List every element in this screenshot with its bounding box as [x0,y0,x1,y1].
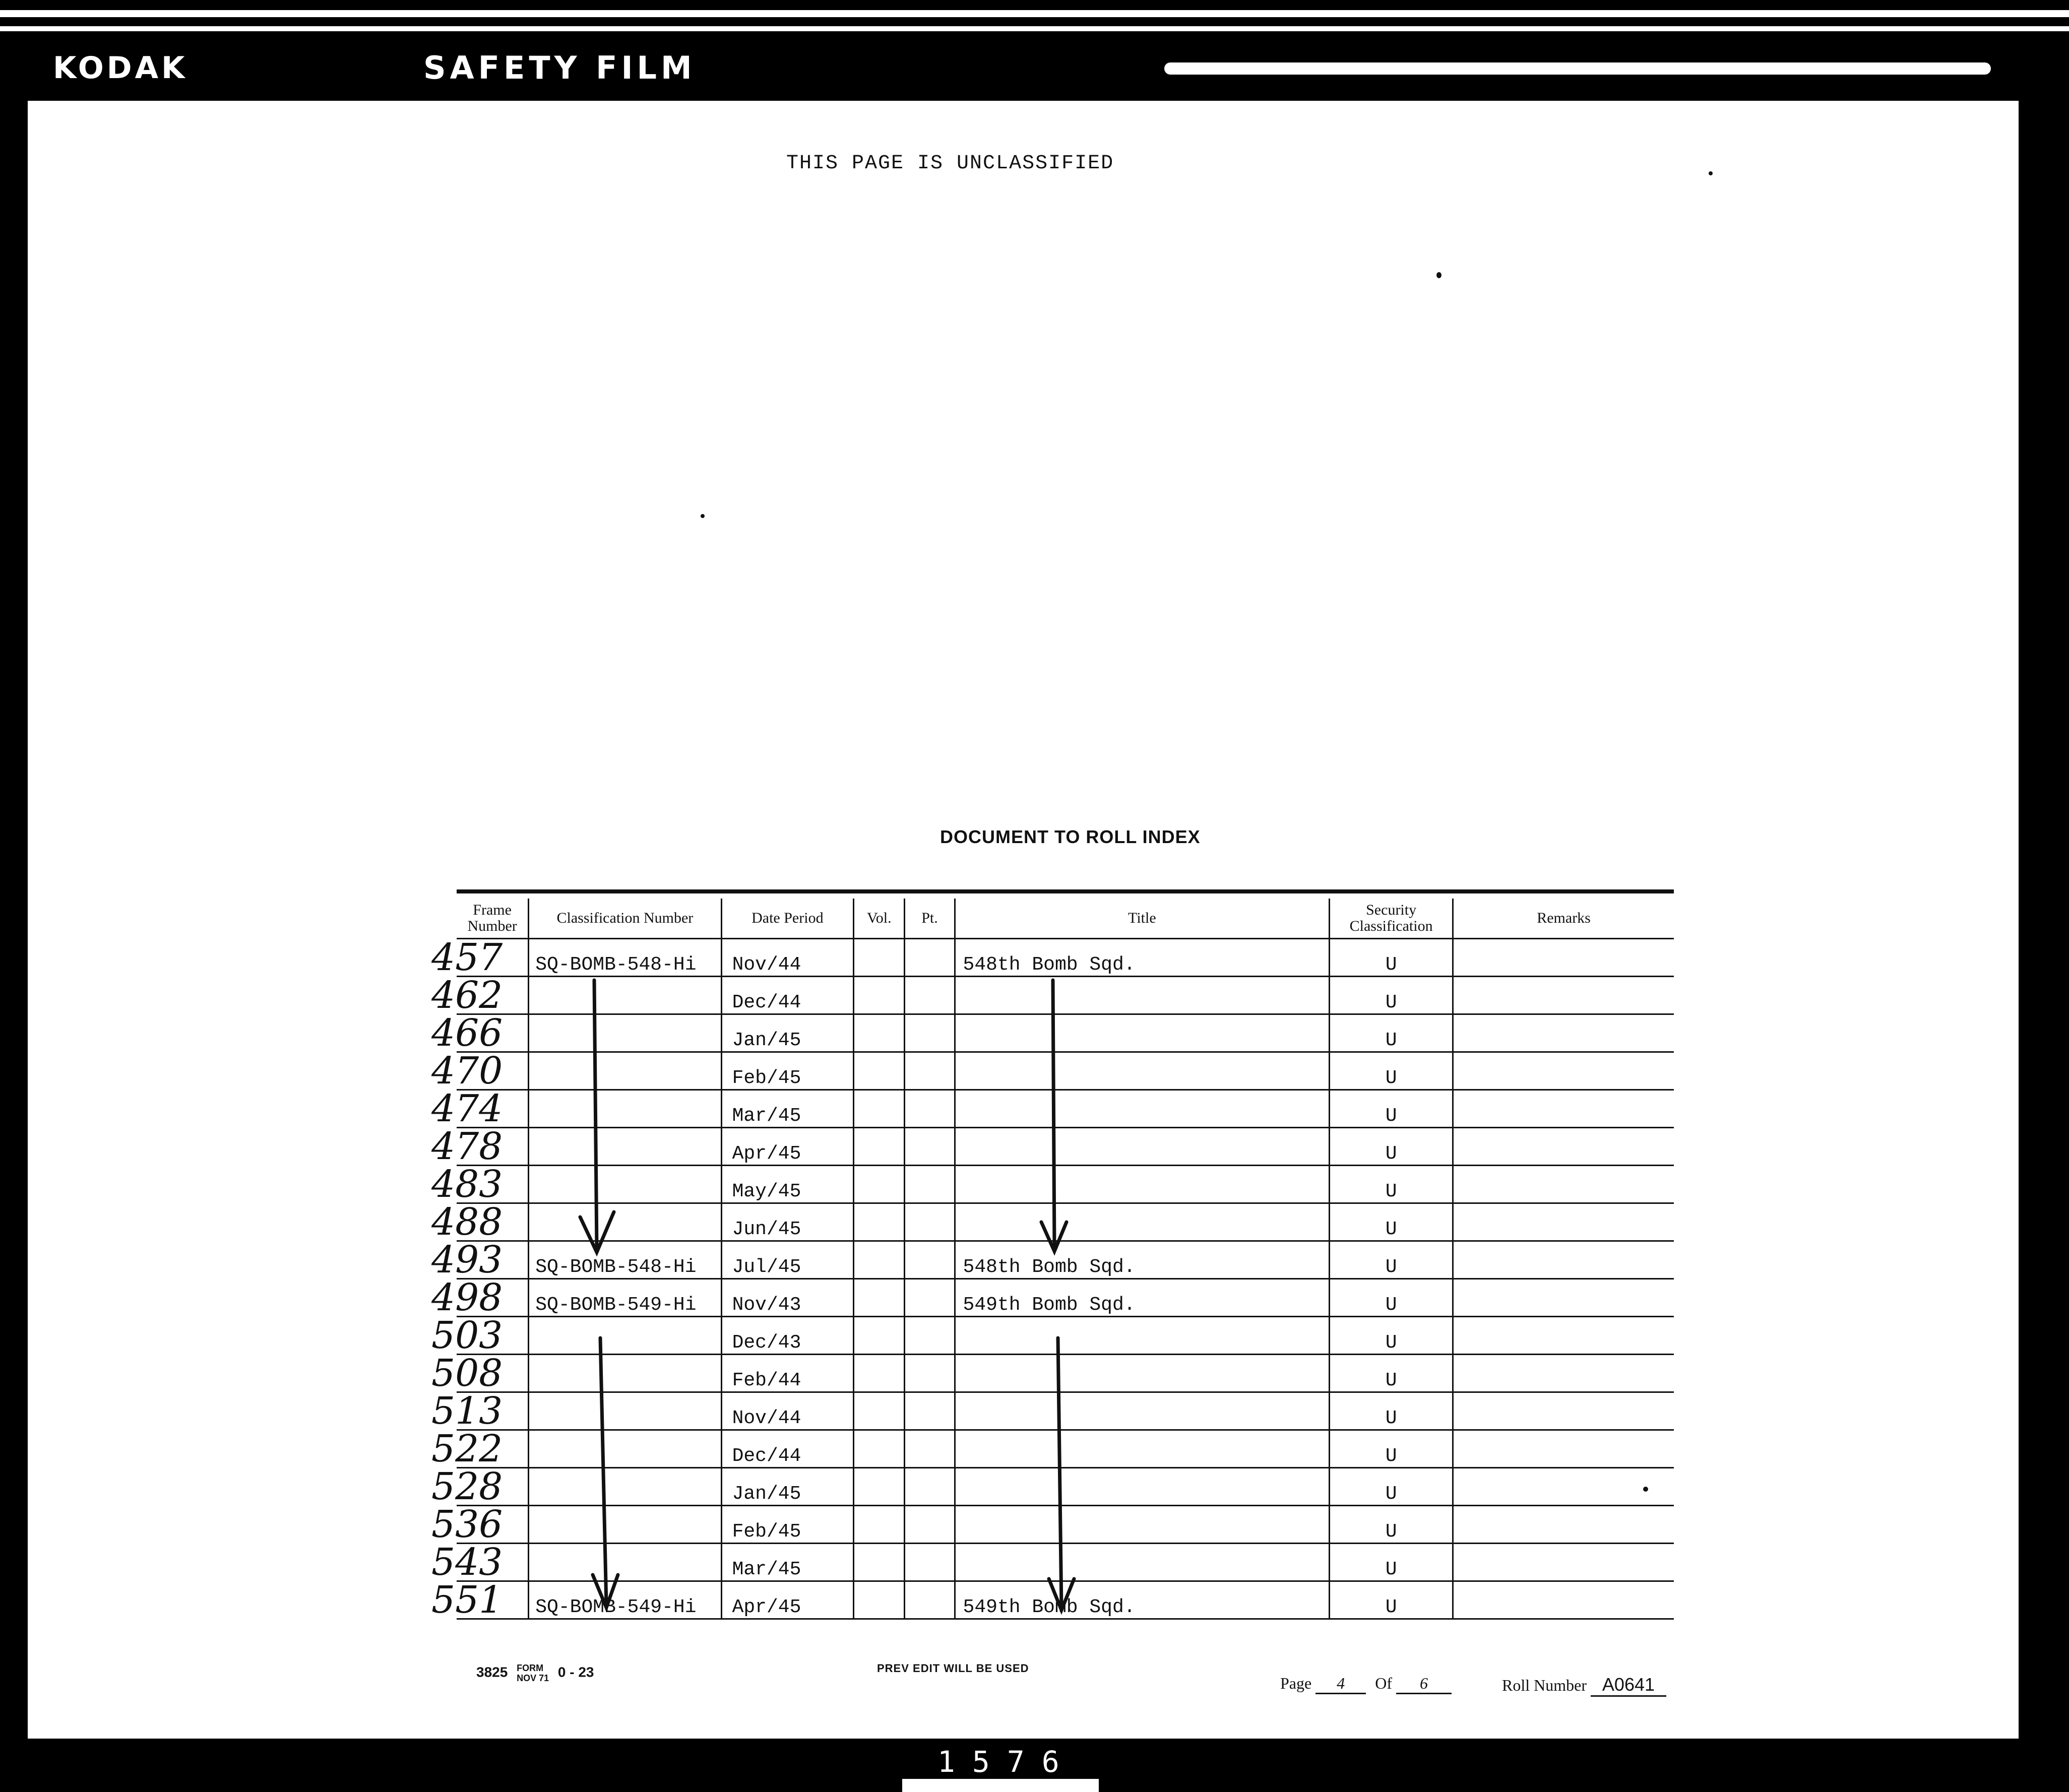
cell-frame-number: 528 [431,1465,503,1508]
cell-frame-number: 483 [431,1163,503,1206]
counter-box [902,1779,1099,1792]
cell-date-period: Dec/44 [721,977,854,1014]
cell-frame-number: 457 [431,936,503,979]
cell-date-period: Feb/44 [721,1355,854,1392]
cell-date-period: Nov/44 [721,939,854,977]
form-number-value: 3825 [476,1664,508,1680]
page-header: THIS PAGE IS UNCLASSIFIED [786,152,1114,175]
form-code: 0 - 23 [557,1664,594,1680]
film-speck [1436,272,1441,278]
index-title: DOCUMENT TO ROLL INDEX [940,826,1201,847]
film-edge-marking-left: KODAK [53,50,188,86]
cell-date-period: Jun/45 [721,1203,854,1241]
cell-frame-number: 462 [431,974,503,1017]
header-remarks: Remarks [1453,899,1674,939]
cell-title: 548th Bomb Sqd. [955,1241,1330,1279]
cell-date-period: Mar/45 [721,1544,854,1581]
cell-frame-number: 466 [431,1011,503,1055]
cell-security-classification: U [1330,1052,1453,1090]
film-speck [1709,171,1713,175]
film-rule-top [0,10,2069,17]
cell-frame-number: 493 [431,1238,503,1282]
cell-date-period: Apr/45 [721,1581,854,1619]
cell-security-classification: U [1330,1203,1453,1241]
roll-value: A0641 [1591,1674,1666,1697]
cell-security-classification: U [1330,977,1453,1014]
cell-security-classification: U [1330,1506,1453,1544]
cell-security-classification: U [1330,1128,1453,1166]
roll-label: Roll Number [1502,1676,1587,1694]
cell-security-classification: U [1330,1544,1453,1581]
form-label: FORM [517,1663,544,1673]
header-date-period: Date Period [721,899,854,939]
cell-date-period: Mar/45 [721,1090,854,1128]
cell-frame-number: 488 [431,1200,503,1244]
cell-security-classification: U [1330,1279,1453,1317]
cell-frame-number: 498 [431,1276,503,1319]
cell-classification-number: SQ-BOMB-548-Hi [529,1241,721,1279]
cell-security-classification: U [1330,939,1453,977]
film-edge-bar [1164,62,1991,75]
of-label: Of [1375,1674,1392,1692]
cell-security-classification: U [1330,1581,1453,1619]
header-security-classification: Security Classification [1330,899,1453,939]
cell-security-classification: U [1330,1392,1453,1430]
cell-security-classification: U [1330,1317,1453,1355]
cell-date-period: Apr/45 [721,1128,854,1166]
cell-frame-number: 503 [431,1314,503,1357]
film-speck [1643,1487,1648,1492]
film-strip [0,0,2069,103]
cell-date-period: Feb/45 [721,1506,854,1544]
page-count [1280,1674,1452,1694]
cell-frame-number: 551 [431,1578,503,1622]
film-rule-second [0,26,2069,31]
cell-date-period: May/45 [721,1166,854,1203]
cell-frame-number: 470 [431,1049,503,1093]
cell-date-period: Nov/43 [721,1279,854,1317]
cell-frame-number: 543 [431,1541,503,1584]
cell-date-period: Nov/44 [721,1392,854,1430]
cell-date-period: Jan/45 [721,1014,854,1052]
film-edge-marking-right: SAFETY FILM [423,49,696,86]
cell-classification-number: SQ-BOMB-549-Hi [529,1581,721,1619]
arrow-title-549 [1049,1338,1074,1610]
cell-frame-number: 508 [431,1352,503,1395]
header-title: Title [955,899,1330,939]
header-pt: Pt. [905,899,955,939]
prev-edit-notice: PREV EDIT WILL BE USED [877,1662,1029,1675]
cell-date-period: Feb/45 [721,1052,854,1090]
of-value: 6 [1396,1674,1452,1694]
cell-date-period: Dec/44 [721,1430,854,1468]
cell-classification-number: SQ-BOMB-548-Hi [529,939,721,977]
cell-security-classification: U [1330,1166,1453,1203]
cell-security-classification: U [1330,1355,1453,1392]
page-value: 4 [1315,1674,1366,1694]
form-number [476,1663,594,1683]
header-vol: Vol. [854,899,905,939]
header-frame-number: Frame Number [457,899,529,939]
form-date: NOV 71 [517,1673,549,1683]
cell-frame-number: 536 [431,1503,503,1546]
cell-frame-number: 522 [431,1427,503,1470]
page-label: Page [1280,1674,1312,1692]
cell-frame-number: 478 [431,1125,503,1168]
cell-security-classification: U [1330,1014,1453,1052]
cell-security-classification: U [1330,1090,1453,1128]
arrow-classification-549 [593,1338,618,1608]
cell-date-period: Jan/45 [721,1468,854,1506]
cell-title: 549th Bomb Sqd. [955,1279,1330,1317]
film-speck [701,514,705,518]
cell-date-period: Dec/43 [721,1317,854,1355]
form-date-block [517,1663,549,1683]
arrow-classification-548 [580,980,614,1252]
cell-security-classification: U [1330,1241,1453,1279]
cell-security-classification: U [1330,1430,1453,1468]
cell-frame-number: 474 [431,1087,503,1130]
cell-title: 549th Bomb Sqd. [955,1581,1330,1619]
cell-date-period: Jul/45 [721,1241,854,1279]
arrow-title-548 [1041,980,1067,1251]
roll-number [1502,1674,1666,1697]
cell-classification-number: SQ-BOMB-549-Hi [529,1279,721,1317]
cell-frame-number: 513 [431,1389,503,1433]
cell-title: 548th Bomb Sqd. [955,939,1330,977]
frame-counter: 1576 [937,1745,1077,1779]
header-classification-number: Classification Number [529,899,721,939]
continuation-arrows [457,889,1674,1645]
cell-security-classification: U [1330,1468,1453,1506]
